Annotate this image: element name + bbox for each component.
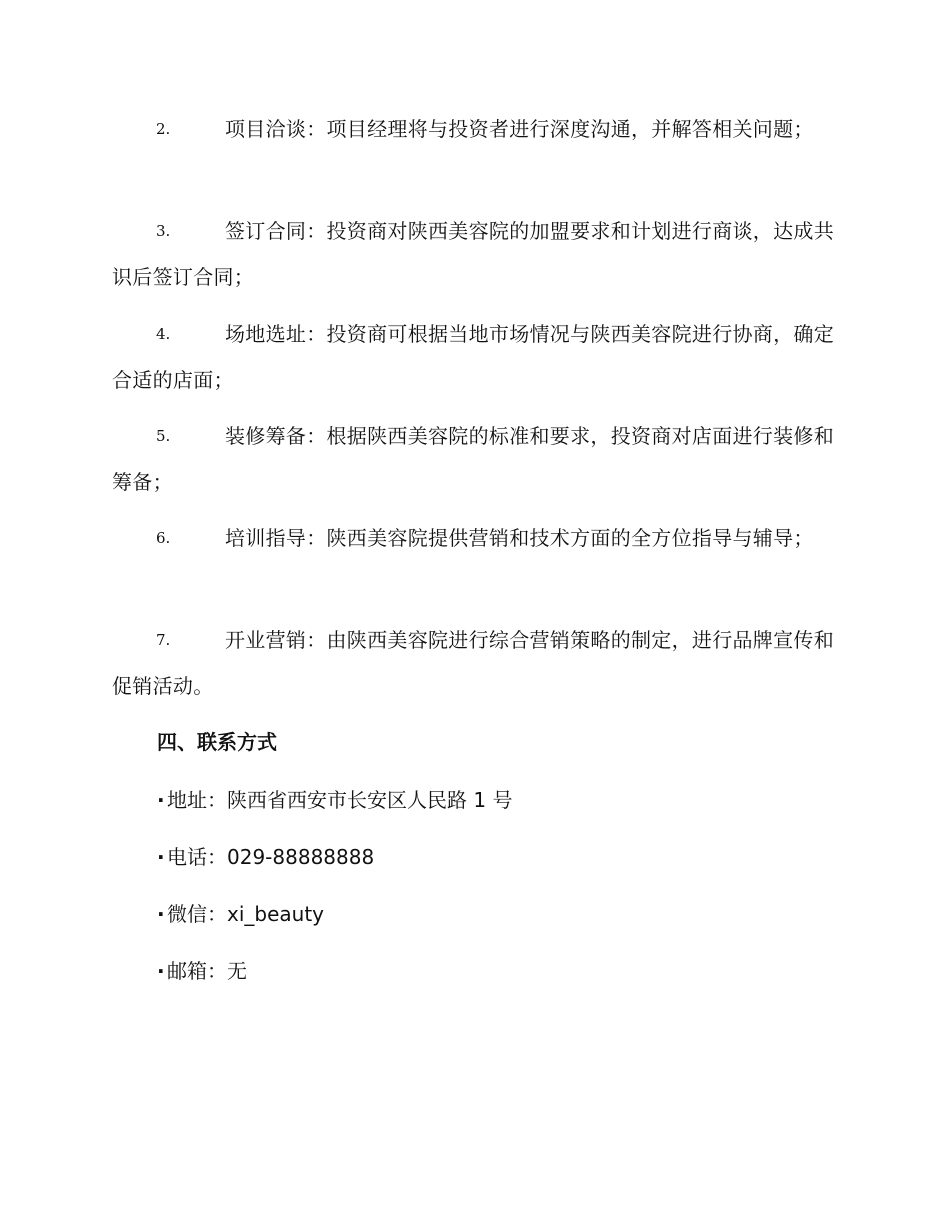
step-item-5 xyxy=(112,413,838,505)
contact-label: 邮箱： xyxy=(167,959,227,983)
step-number: 3. xyxy=(156,222,171,240)
contact-value: 无 xyxy=(227,959,247,983)
step-item-4 xyxy=(112,311,838,403)
contact-label: 微信： xyxy=(167,902,227,926)
bullet-icon: · xyxy=(157,959,165,983)
step-text: 项目洽谈：项目经理将与投资者进行深度沟通，并解答相关问题； xyxy=(225,117,814,141)
contact-value: xi_beauty xyxy=(227,902,325,926)
step-item-3 xyxy=(112,208,838,300)
step-item-6 xyxy=(112,515,838,561)
step-number: 2. xyxy=(156,120,171,138)
bullet-icon: · xyxy=(157,845,165,869)
step-text: 培训指导：陕西美容院提供营销和技术方面的全方位指导与辅导； xyxy=(225,526,814,550)
step-number: 5. xyxy=(156,427,171,445)
step-number: 6. xyxy=(156,529,171,547)
bullet-icon: · xyxy=(157,902,165,926)
contact-address xyxy=(157,780,512,820)
contact-label: 电话： xyxy=(167,845,227,869)
contact-phone xyxy=(157,837,374,877)
step-text: 开业营销：由陕西美容院进行综合营销策略的制定，进行品牌宣传和促销活动。 xyxy=(112,628,834,698)
contact-value: 陕西省西安市长安区人民路 1 号 xyxy=(227,788,513,812)
step-item-7 xyxy=(112,617,838,709)
step-item-2 xyxy=(112,106,838,152)
step-number: 4. xyxy=(156,325,171,343)
contact-wechat xyxy=(157,894,324,934)
contact-label: 地址： xyxy=(167,788,227,812)
bullet-icon: · xyxy=(157,788,165,812)
step-text: 装修筹备：根据陕西美容院的标准和要求，投资商对店面进行装修和筹备； xyxy=(112,424,834,494)
step-text: 签订合同：投资商对陕西美容院的加盟要求和计划进行商谈，达成共识后签订合同； xyxy=(112,219,834,289)
step-number: 7. xyxy=(156,631,171,649)
contact-email xyxy=(157,951,247,991)
step-text: 场地选址：投资商可根据当地市场情况与陕西美容院进行协商，确定合适的店面； xyxy=(112,322,834,392)
contact-value: 029-88888888 xyxy=(227,845,375,869)
section-heading-contact: 四、联系方式 xyxy=(157,730,277,754)
